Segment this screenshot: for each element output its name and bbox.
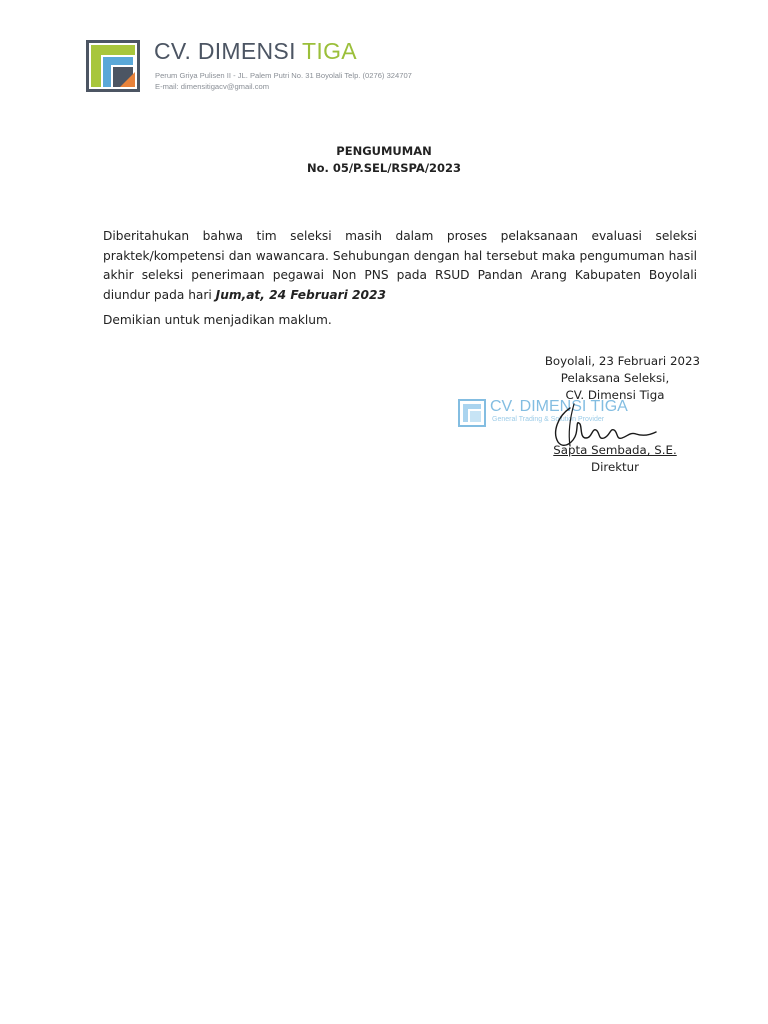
company-name-part1: CV. DIMENSI — [154, 38, 296, 64]
paragraph-text: Diberitahukan bahwa tim seleksi masih dalam proses pelaksanaan evaluasi seleksi praktek/kompetensi dan wawancara. Sehubungan dengan hal tersebut maka pengumuman hasil akhir seleksi penerimaan pegawai Non PNS pada RSUD Pandan Arang Kabupaten Boyolali diundur pada hari — [103, 229, 697, 302]
company-contact — [155, 70, 412, 92]
company-logo-icon — [86, 40, 140, 92]
signer-role: Pelaksana Seleksi, — [560, 371, 670, 385]
company-name — [154, 38, 357, 65]
stamp-logo-icon — [458, 399, 486, 427]
signature-space — [500, 404, 700, 442]
signer-title: Direktur — [591, 460, 639, 474]
announcement-heading — [0, 143, 768, 177]
closing-paragraph: Demikian untuk menjadikan maklum. — [103, 313, 332, 327]
company-address: Perum Griya Pulisen II - JL. Palem Putri No. 31 Boyolali Telp. (0276) 324707 — [155, 71, 412, 80]
announcement-date-emphasis: Jum,at, 24 Februari 2023 — [215, 287, 386, 302]
signer-name: Sapta Sembada, S.E. — [553, 443, 677, 457]
announcement-number: No. 05/P.SEL/RSPA/2023 — [306, 161, 462, 175]
company-name-part2: TIGA — [302, 38, 357, 64]
stamp-subtitle: General Trading & Solution Provider — [492, 416, 605, 423]
announcement-title: PENGUMUMAN — [336, 144, 432, 158]
signer-company: CV. Dimensi Tiga — [565, 388, 665, 402]
place-date: Boyolali, 23 Februari 2023 — [544, 354, 700, 368]
company-email: E-mail: dimensitigacv@gmail.com — [155, 82, 270, 91]
announcement-paragraph — [103, 227, 697, 305]
stamp-company-name: CV. DIMENSI TIGA — [490, 398, 628, 415]
letterhead — [86, 38, 506, 94]
signature-block — [500, 353, 700, 476]
